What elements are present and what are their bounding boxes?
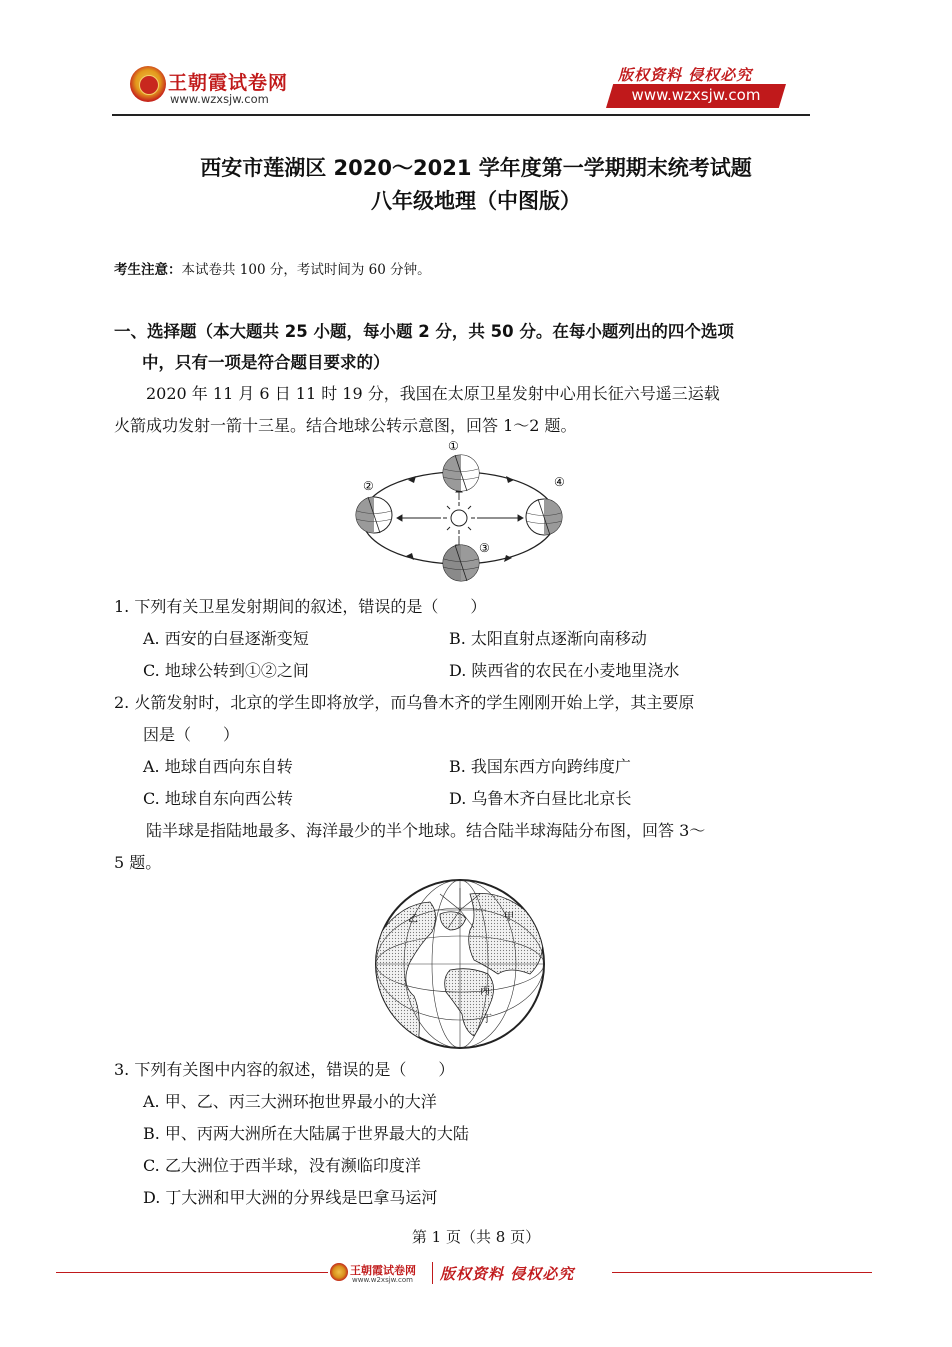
footer-separator (432, 1262, 433, 1284)
earth-position-2 (356, 497, 392, 533)
question-2-stem-cont: 因是（ ） (143, 725, 240, 744)
question-3-stem: 3. 下列有关图中内容的叙述，错误的是（ ） (114, 1060, 455, 1079)
land-eurasia (469, 893, 543, 974)
q3-option-c: C. 乙大洲位于西半球，没有濒临印度洋 (143, 1156, 421, 1175)
question-2-stem: 2. 火箭发射时，北京的学生即将放学，而乌鲁木齐的学生刚刚开始上学，其主要原 (114, 693, 695, 712)
q2-option-b: B. 我国东西方向跨纬度广 (449, 757, 631, 776)
page-number: 第 1 页（共 8 页） (411, 1228, 541, 1246)
header-divider (112, 114, 810, 116)
exam-title: 西安市莲湖区 2020～2021 学年度第一学期期末统考试题 (200, 156, 752, 180)
globe-label-yi: 乙 (408, 914, 418, 925)
earth-revolution-diagram (348, 436, 570, 586)
section-heading: 一、选择题（本大题共 25 小题，每小题 2 分，共 50 分。在每小题列出的四个选项 (114, 322, 734, 341)
earth-position-3 (443, 545, 479, 581)
logo-name: 王朝霞试卷网 (168, 72, 289, 94)
logo-badge-icon (130, 66, 166, 102)
globe-label-jia: 甲 (504, 912, 514, 923)
q2-option-c: C. 地球自东向西公转 (143, 789, 293, 808)
orbit-label-4: ④ (554, 475, 565, 489)
passage-1-line-1: 2020 年 11 月 6 日 11 时 19 分，我国在太原卫星发射中心用长征六号遥三运载 (146, 384, 720, 403)
earth-position-4 (526, 499, 562, 535)
sun-icon (443, 502, 475, 534)
copyright-notice: 版权资料 侵权必究 (618, 66, 753, 84)
globe-label-ding: 丁 (482, 1014, 492, 1025)
footer-logo-icon (330, 1263, 348, 1281)
section-heading-cont: 中，只有一项是符合题目要求的） (142, 353, 390, 372)
exam-subtitle: 八年级地理（中图版） (371, 189, 581, 213)
orbit-label-2: ② (363, 479, 374, 493)
q1-option-a: A. 西安的白昼逐渐变短 (143, 629, 309, 648)
notice-text: 本试卷共 100 分，考试时间为 60 分钟。 (181, 262, 431, 278)
earth-position-1 (443, 455, 479, 491)
footer-logo-name: 王朝霞试卷网 (350, 1264, 416, 1277)
footer-copyright: 版权资料 侵权必究 (440, 1265, 575, 1283)
q3-option-b: B. 甲、丙两大洲所在大陆属于世界最大的大陆 (143, 1124, 469, 1143)
footer-line-right (612, 1272, 872, 1273)
q1-option-b: B. 太阳直射点逐渐向南移动 (449, 629, 647, 648)
footer-line-left (56, 1272, 328, 1273)
notice-label: 考生注意： (114, 262, 182, 278)
q1-option-d: D. 陕西省的农民在小麦地里浇水 (449, 661, 680, 680)
exam-notice (114, 258, 431, 278)
q2-option-a: A. 地球自西向东自转 (143, 757, 293, 776)
globe-label-bing: 丙 (480, 986, 490, 997)
orbit-label-1: ① (448, 439, 459, 453)
q3-option-d: D. 丁大洲和甲大洲的分界线是巴拿马运河 (143, 1188, 438, 1207)
q2-option-d: D. 乌鲁木齐白昼比北京长 (449, 789, 632, 808)
orbit-label-3: ③ (479, 541, 490, 555)
url-banner-text: www.wzxsjw.com (631, 86, 761, 104)
q3-option-a: A. 甲、乙、丙三大洲环抱世界最小的大洋 (143, 1092, 437, 1111)
question-1-stem: 1. 下列有关卫星发射期间的叙述，错误的是（ ） (114, 597, 487, 616)
logo-url: www.wzxsjw.com (170, 92, 269, 106)
passage-1-line-2: 火箭成功发射一箭十三星。结合地球公转示意图，回答 1～2 题。 (114, 416, 577, 435)
passage-2-line-2: 5 题。 (114, 853, 162, 872)
q1-option-c: C. 地球公转到①②之间 (143, 661, 309, 680)
footer-logo-url: www.w2xsjw.com (352, 1276, 413, 1284)
passage-2-line-1: 陆半球是指陆地最多、海洋最少的半个地球。结合陆半球海陆分布图，回答 3～ (146, 821, 706, 840)
land-hemisphere-map (370, 874, 550, 1054)
